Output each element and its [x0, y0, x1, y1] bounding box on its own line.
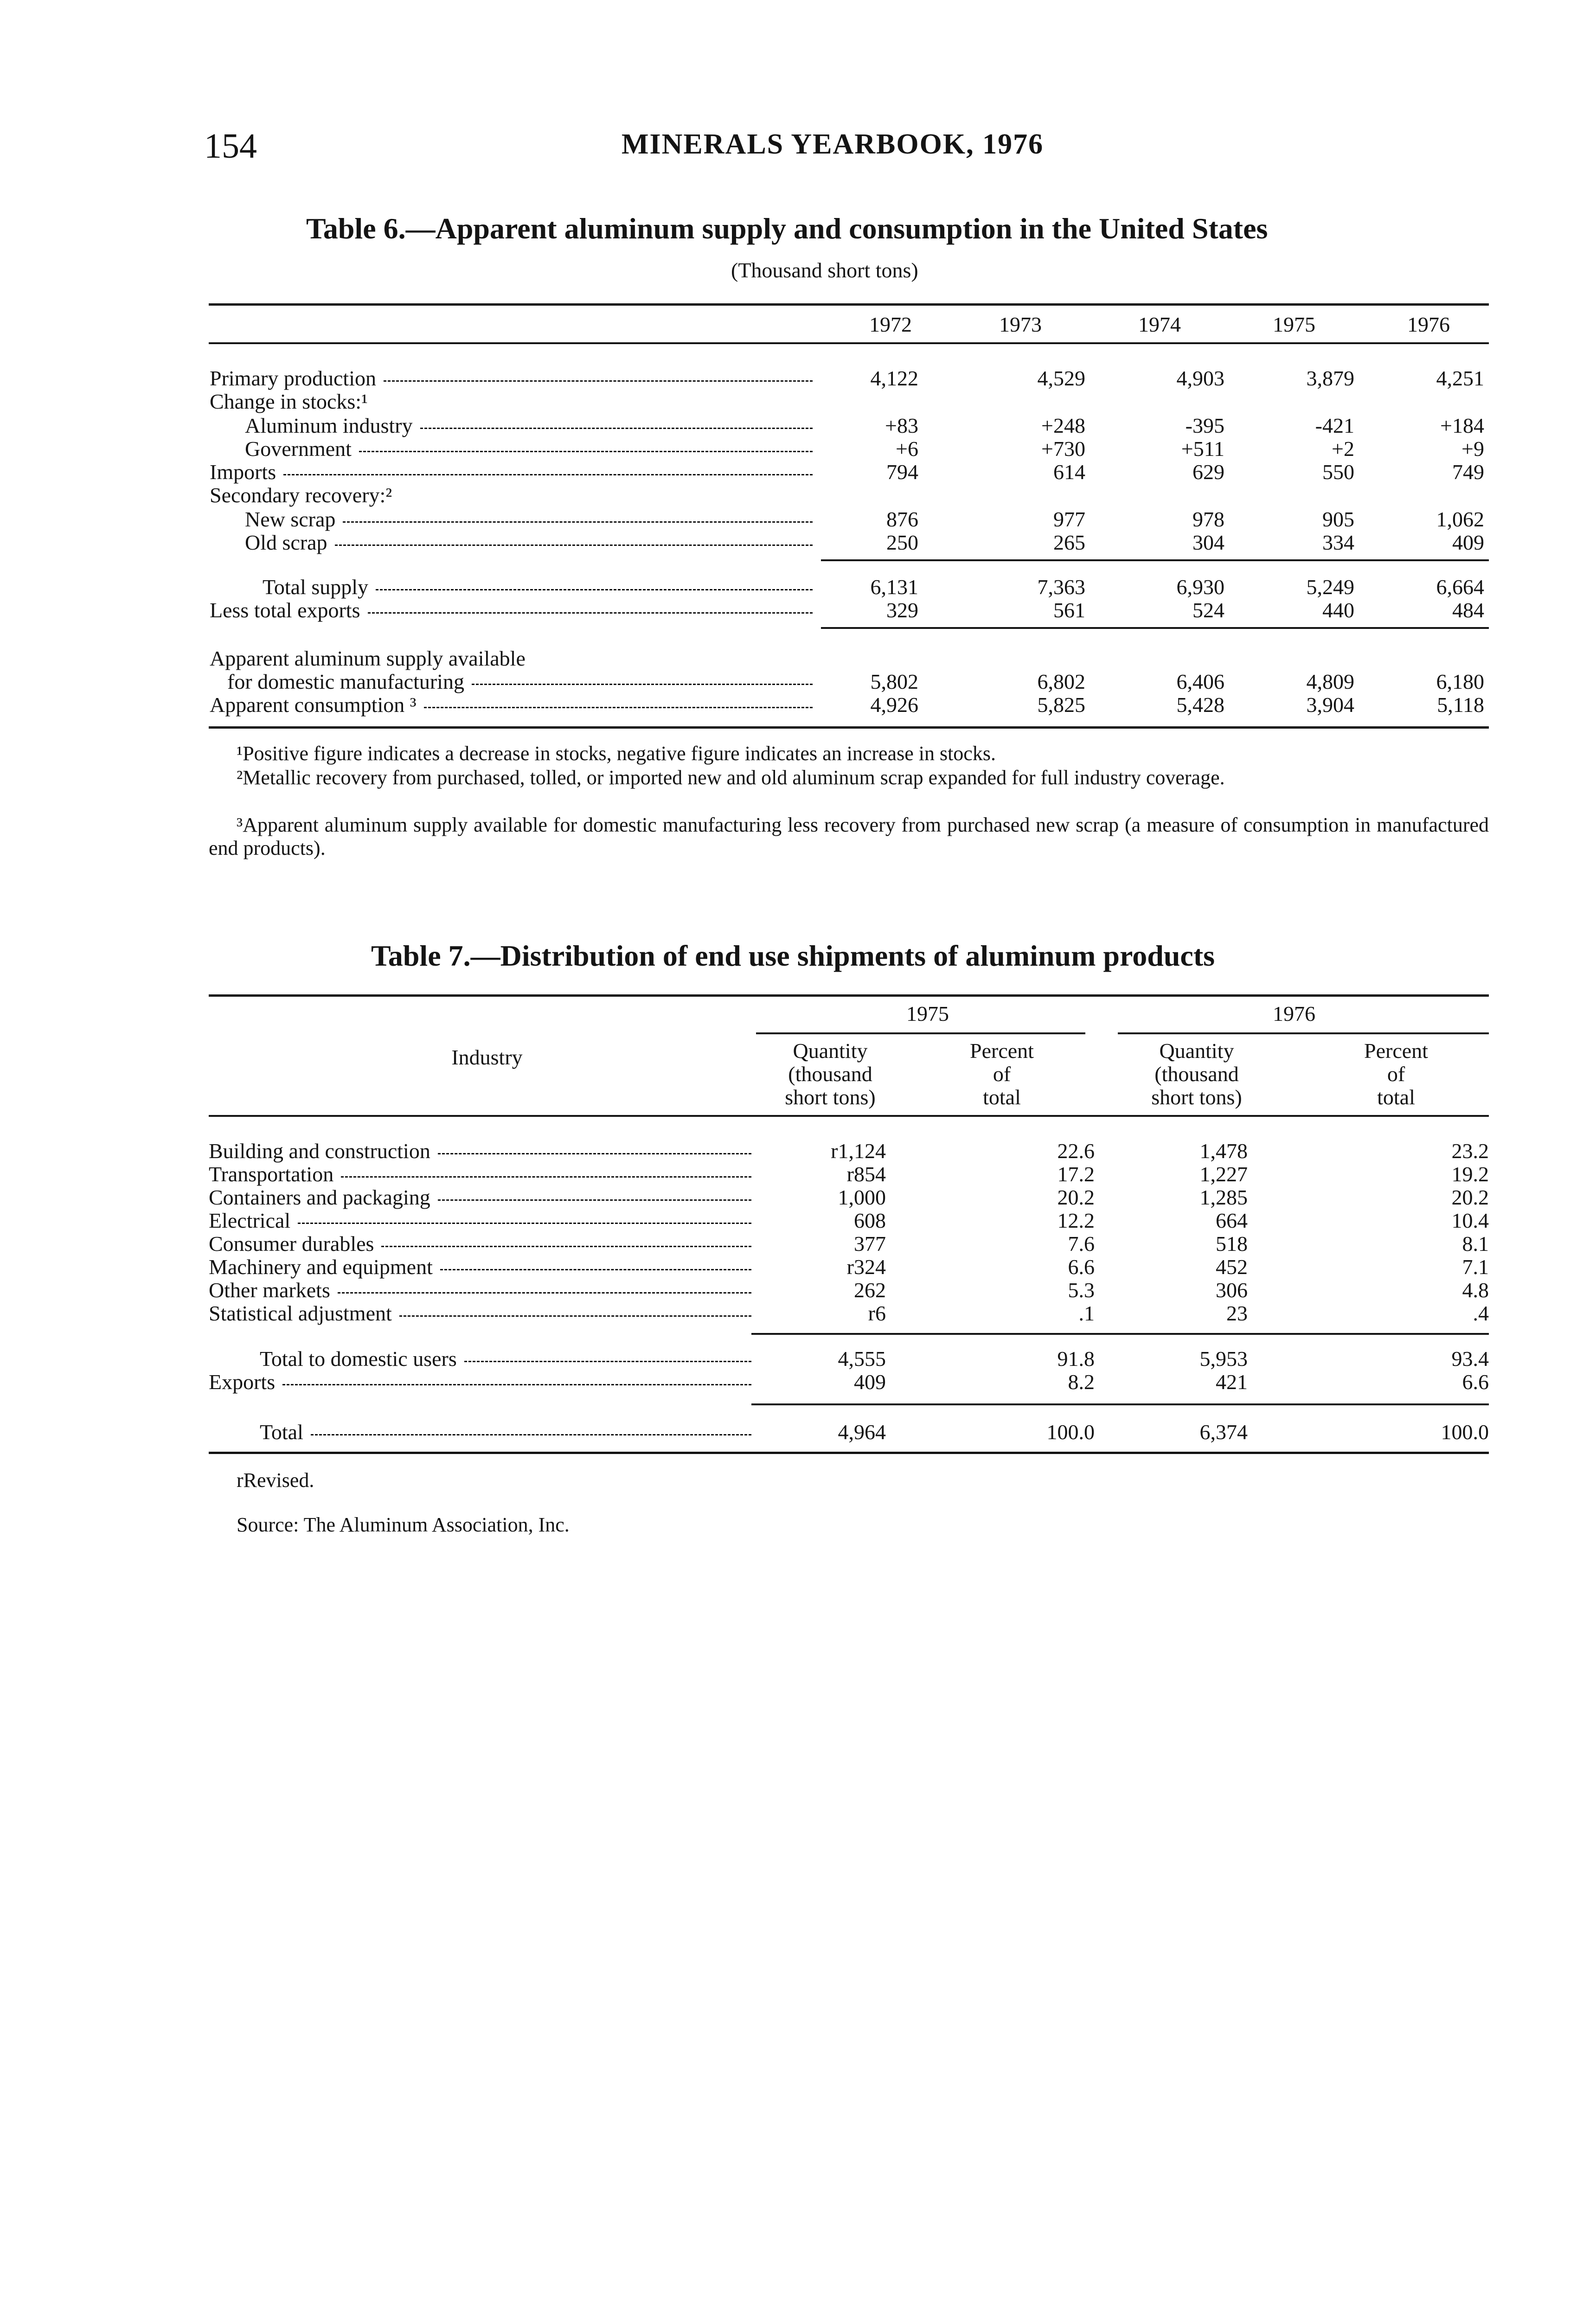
table7-cell: 7.1	[1462, 1255, 1489, 1279]
table6-cell: +184	[1440, 414, 1484, 437]
table7-cell: 91.8	[1057, 1347, 1095, 1371]
quantity-header: short tons)	[785, 1085, 876, 1109]
table6-footnote: ²Metallic recovery from purchased, tolled, or imported new and old aluminum scrap expanded for full industry coverage.	[237, 766, 1225, 789]
table7-row-label: Machinery and equipment	[209, 1255, 751, 1279]
table7-cell: 8.2	[1068, 1370, 1095, 1394]
table6-cell: 5,118	[1437, 693, 1484, 717]
table6-cell: 4,809	[1306, 670, 1354, 693]
table6-header-rule	[209, 342, 1489, 344]
table7-row-label: Total to domestic users	[260, 1347, 751, 1371]
table6-cell: 6,180	[1436, 670, 1484, 693]
table6-cell: 250	[886, 531, 918, 554]
table7-year-header: 1975	[906, 1002, 949, 1025]
table6-cell: 7,363	[1037, 575, 1085, 599]
table7-cell: 19.2	[1451, 1162, 1489, 1186]
table6-cell: 5,428	[1176, 693, 1224, 717]
table7-cell: 20.2	[1057, 1185, 1095, 1209]
table7-row-label: Consumer durables	[209, 1232, 751, 1256]
table6-cell: 5,825	[1037, 693, 1085, 717]
table7-bottom-rule	[209, 1452, 1489, 1454]
table6-cell: 6,930	[1176, 575, 1224, 599]
table6-year-header: 1972	[869, 313, 912, 336]
table7-cell: 93.4	[1451, 1347, 1489, 1371]
table6-footnote: ¹Positive figure indicates a decrease in stocks, negative figure indicates an increase in stocks.	[237, 742, 996, 765]
table6-cell: 334	[1322, 531, 1354, 554]
table6-cell: -395	[1185, 414, 1224, 437]
table7-cell: 6.6	[1462, 1370, 1489, 1394]
table7-cell: 409	[854, 1370, 886, 1394]
table6-cell: 524	[1192, 598, 1224, 622]
table7-cell: 6,374	[1199, 1420, 1248, 1444]
table7-row-label: Other markets	[209, 1278, 751, 1302]
table6-year-header: 1975	[1273, 313, 1315, 336]
table6-cell: 550	[1322, 460, 1354, 484]
percent-header: Percent	[1364, 1039, 1428, 1063]
revised-note: rRevised.	[237, 1469, 314, 1492]
table6-bottom-rule	[209, 726, 1489, 729]
table6-row-label: Less total exports	[210, 598, 813, 622]
table6-row-label: for domestic manufacturing	[227, 670, 813, 694]
table6-cell: 329	[886, 598, 918, 622]
table6-subtotal-rule	[821, 559, 1489, 561]
table6-cell: 5,802	[870, 670, 918, 693]
table7-row-label: Statistical adjustment	[209, 1301, 751, 1326]
table6-cell: +730	[1041, 437, 1085, 461]
quantity-header: Quantity	[1159, 1039, 1234, 1063]
table7-cell: 100.0	[1046, 1420, 1095, 1444]
table7-subtotal-rule	[751, 1403, 1489, 1405]
table6-cell: 794	[886, 460, 918, 484]
table6-cell: 3,904	[1306, 693, 1354, 717]
table7-cell: 608	[854, 1209, 886, 1232]
table6-cell: 561	[1053, 598, 1085, 622]
table6-row-label: Primary production	[210, 366, 813, 391]
table7-year-rule	[1118, 1032, 1489, 1034]
running-title: MINERALS YEARBOOK, 1976	[622, 128, 1044, 160]
table6-cell: +248	[1041, 414, 1085, 437]
table7-cell: r324	[846, 1255, 886, 1279]
table7-cell: 518	[1216, 1232, 1248, 1256]
table6-year-header: 1976	[1407, 313, 1450, 336]
table7-cell: 23.2	[1451, 1139, 1489, 1163]
table6-cell: +511	[1181, 437, 1224, 461]
table7-cell: 1,285	[1199, 1185, 1248, 1209]
table7-cell: 6.6	[1068, 1255, 1095, 1279]
table6-cell: 4,251	[1436, 366, 1484, 390]
table6-cell: 409	[1452, 531, 1484, 554]
table7-cell: 20.2	[1451, 1185, 1489, 1209]
table6-title: Table 6.—Apparent aluminum supply and consumption in the United States	[306, 212, 1268, 245]
table7-top-rule	[209, 994, 1489, 997]
table6-row-label: Imports	[210, 460, 813, 484]
page-number: 154	[204, 127, 257, 166]
percent-header: total	[1377, 1085, 1415, 1109]
table6-cell: 6,406	[1176, 670, 1224, 693]
table7-year-rule	[756, 1032, 1085, 1034]
table6-cell: 6,664	[1436, 575, 1484, 599]
table7-cell: r854	[846, 1162, 886, 1186]
table6-cell: 6,802	[1037, 670, 1085, 693]
table6-row-label: Government	[245, 437, 813, 461]
table6-cell: 876	[886, 507, 918, 531]
quantity-header: (thousand	[1154, 1062, 1239, 1086]
table6-top-rule	[209, 303, 1489, 306]
table6-cell: 5,249	[1306, 575, 1354, 599]
table6-cell: +83	[885, 414, 918, 437]
table6-cell: 4,926	[870, 693, 918, 717]
table6-row-label: Apparent consumption ³	[210, 693, 813, 717]
table6-cell: 629	[1192, 460, 1224, 484]
table7-cell: 4,555	[838, 1347, 886, 1371]
table7-cell: 22.6	[1057, 1139, 1095, 1163]
quantity-header: (thousand	[788, 1062, 872, 1086]
table6-cell: +6	[896, 437, 918, 461]
table7-cell: 7.6	[1068, 1232, 1095, 1256]
quantity-header: Quantity	[793, 1039, 868, 1063]
table6-cell: 4,903	[1176, 366, 1224, 390]
table7-cell: 12.2	[1057, 1209, 1095, 1232]
table6-row-label: Apparent aluminum supply available	[210, 647, 526, 670]
table6-cell: 304	[1192, 531, 1224, 554]
table6-row-label: Total supply	[263, 575, 813, 599]
percent-header: of	[1387, 1062, 1405, 1086]
quantity-header: short tons)	[1151, 1085, 1242, 1109]
table7-cell: 17.2	[1057, 1162, 1095, 1186]
table6-subtitle: (Thousand short tons)	[731, 258, 918, 282]
table6-cell: 977	[1053, 507, 1085, 531]
table6-cell: 3,879	[1306, 366, 1354, 390]
table6-cell: +2	[1332, 437, 1354, 461]
table6-cell: 265	[1053, 531, 1085, 554]
percent-header: of	[993, 1062, 1011, 1086]
table6-row-label: Change in stocks:¹	[210, 390, 368, 413]
table7-cell: 5,953	[1199, 1347, 1248, 1371]
table6-year-header: 1974	[1138, 313, 1181, 336]
table6-cell: -421	[1315, 414, 1354, 437]
table7-row-label: Building and construction	[209, 1139, 751, 1163]
table7-cell: 1,478	[1199, 1139, 1248, 1163]
table6-cell: 749	[1452, 460, 1484, 484]
table7-cell: 10.4	[1451, 1209, 1489, 1232]
table7-row-label: Electrical	[209, 1209, 751, 1233]
table6-cell: 484	[1452, 598, 1484, 622]
percent-header: Percent	[970, 1039, 1034, 1063]
table7-year-header: 1976	[1273, 1002, 1315, 1025]
table7-title: Table 7.—Distribution of end use shipments of aluminum products	[371, 939, 1215, 972]
table7-row-label: Containers and packaging	[209, 1185, 751, 1210]
table6-cell: 6,131	[870, 575, 918, 599]
table7-header-rule	[209, 1115, 1489, 1117]
table7-cell: 1,000	[838, 1185, 886, 1209]
table6-cell: 4,529	[1037, 366, 1085, 390]
table7-cell: .4	[1473, 1301, 1489, 1325]
table6-cell: +9	[1461, 437, 1484, 461]
source-note: Source: The Aluminum Association, Inc.	[237, 1513, 570, 1536]
table7-cell: 377	[854, 1232, 886, 1256]
table6-cell: 978	[1192, 507, 1224, 531]
table6-row-label: Old scrap	[245, 531, 813, 555]
table6-cell: 614	[1053, 460, 1085, 484]
table7-cell: 8.1	[1462, 1232, 1489, 1256]
table6-row-label: Secondary recovery:²	[210, 483, 392, 507]
table7-cell: 664	[1216, 1209, 1248, 1232]
table7-cell: 452	[1216, 1255, 1248, 1279]
table7-cell: 1,227	[1199, 1162, 1248, 1186]
table7-cell: .1	[1078, 1301, 1095, 1325]
industry-header: Industry	[451, 1045, 523, 1069]
table7-cell: r6	[868, 1301, 886, 1325]
table7-cell: 4.8	[1462, 1278, 1489, 1302]
table7-cell: 262	[854, 1278, 886, 1302]
table6-row-label: New scrap	[245, 507, 813, 532]
table6-cell: 440	[1322, 598, 1354, 622]
table6-cell: 905	[1322, 507, 1354, 531]
table7-subtotal-rule	[751, 1333, 1489, 1335]
table7-row-label: Total	[260, 1420, 751, 1444]
table7-row-label: Transportation	[209, 1162, 751, 1186]
table6-subtotal-rule	[821, 627, 1489, 629]
table6-footnote: ³Apparent aluminum supply available for domestic manufacturing less recovery from purchased new scrap (a measure of consumption in manufactured end products).	[209, 814, 1489, 859]
table7-cell: 306	[1216, 1278, 1248, 1302]
table7-cell: 5.3	[1068, 1278, 1095, 1302]
table7-cell: 421	[1216, 1370, 1248, 1394]
table7-cell: 23	[1226, 1301, 1248, 1325]
table6-row-label: Aluminum industry	[245, 414, 813, 438]
table6-cell: 4,122	[870, 366, 918, 390]
percent-header: total	[983, 1085, 1021, 1109]
table7-cell: 100.0	[1441, 1420, 1489, 1444]
table7-row-label: Exports	[209, 1370, 751, 1394]
table7-cell: r1,124	[831, 1139, 886, 1163]
table6-year-header: 1973	[999, 313, 1042, 336]
table7-cell: 4,964	[838, 1420, 886, 1444]
table6-cell: 1,062	[1436, 507, 1484, 531]
